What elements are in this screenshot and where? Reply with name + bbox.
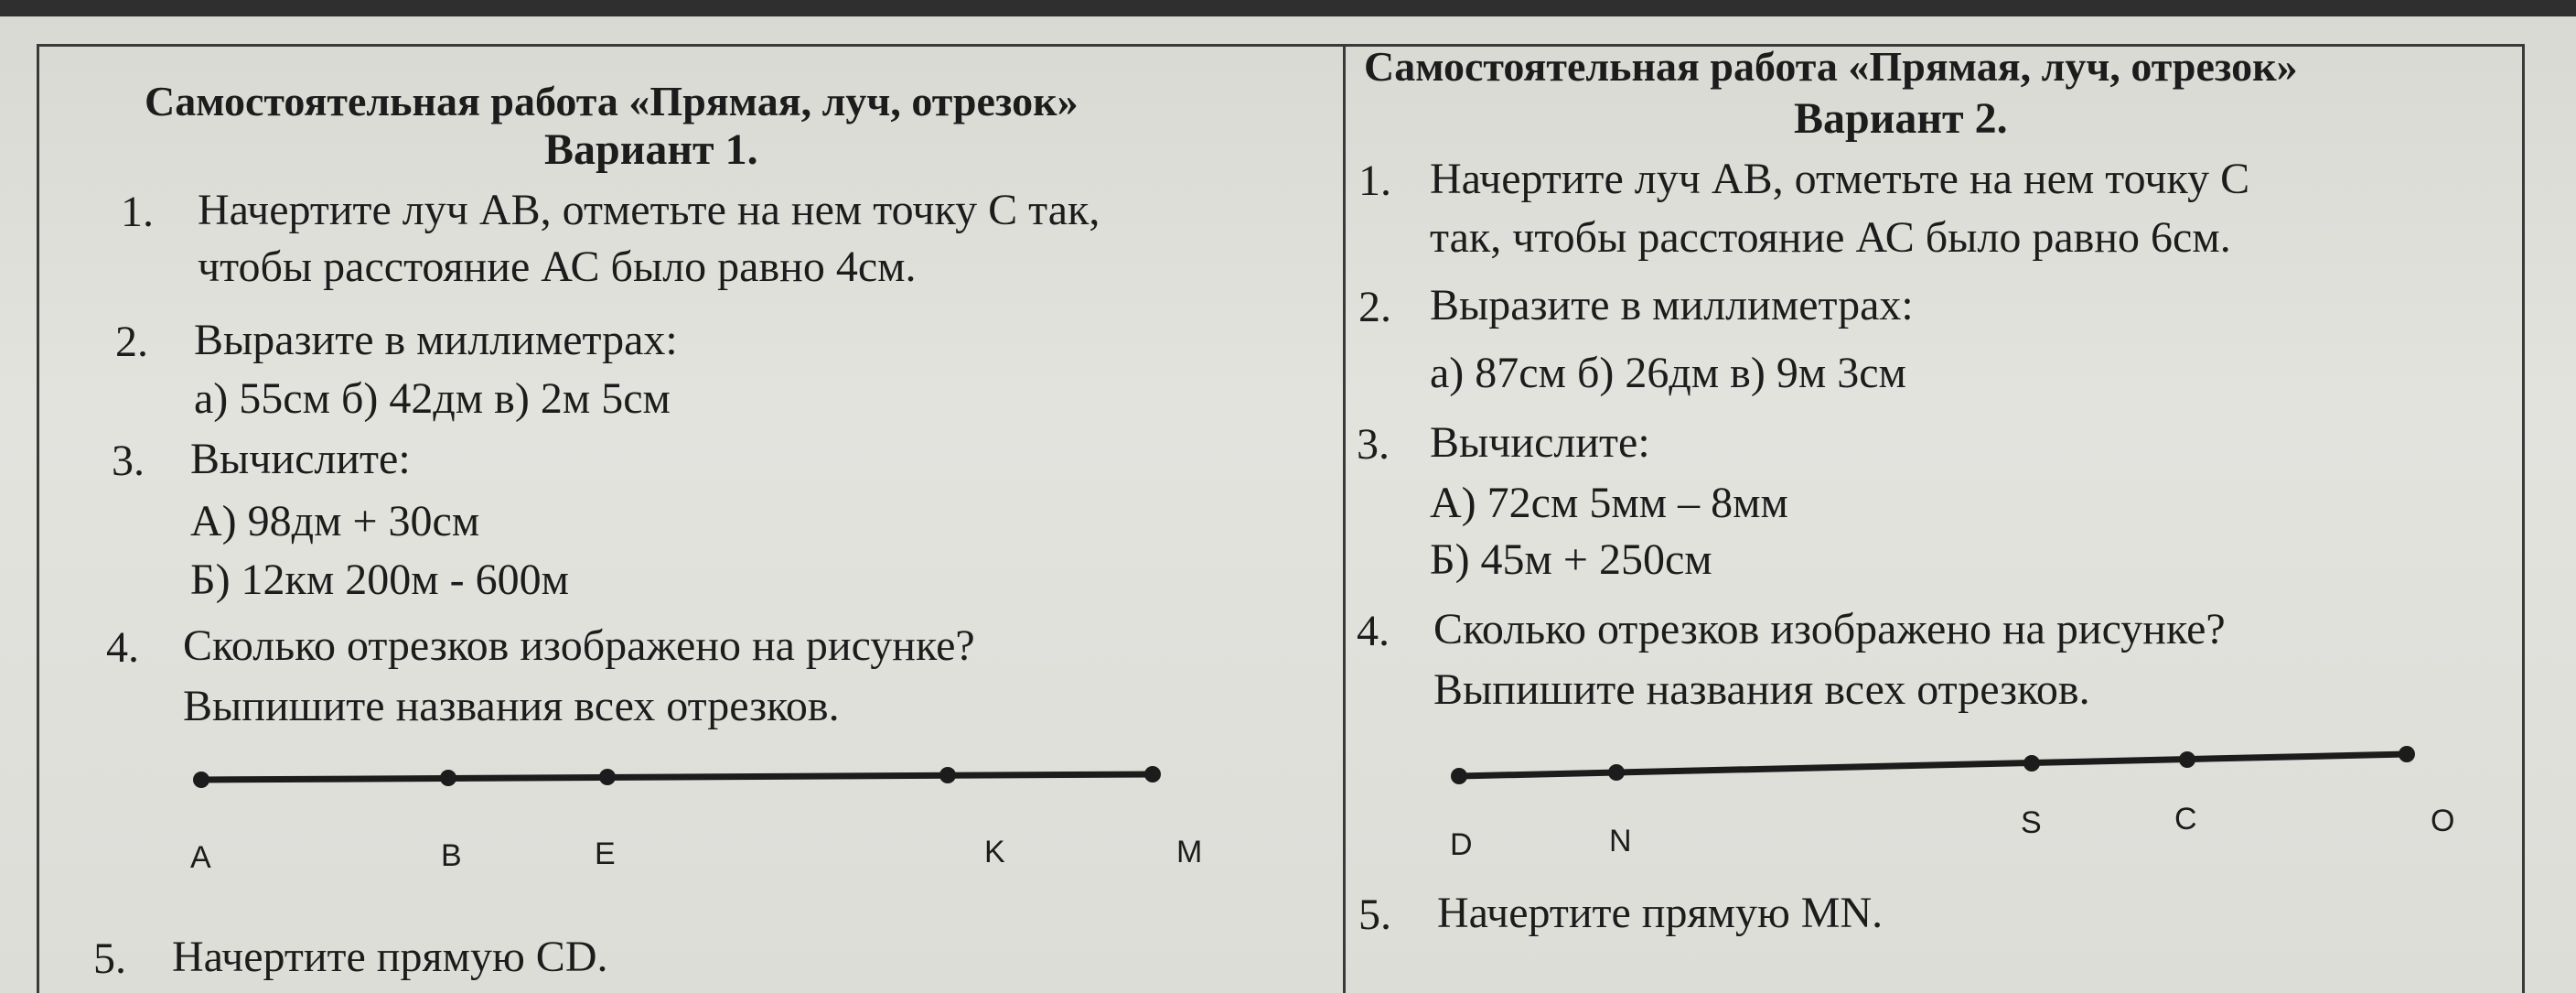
task-2-line-1: Выразите в миллиметрах: (1430, 281, 1914, 329)
point-s (2023, 755, 2040, 772)
label-a: A (190, 840, 211, 875)
task-5-line-1: Начертите прямую MN. (1437, 889, 1884, 937)
label-d: D (1450, 827, 1473, 862)
segment-figure-2 (1428, 739, 2498, 877)
segment-line (201, 774, 1153, 780)
task-5-number: 5. (93, 934, 126, 983)
task-1-line-1: Начертите луч АВ, отметьте на нем точку С так, (198, 186, 1100, 234)
variant-1-title: Самостоятельная работа «Прямая, луч, отрезок» (145, 78, 1079, 124)
task-2-line-2: а) 55см б) 42дм в) 2м 5см (194, 374, 671, 423)
label-k: K (984, 835, 1005, 869)
task-1-line-2: чтобы расстояние АС было равно 4см. (198, 243, 917, 291)
point-a (193, 772, 209, 788)
task-5-line-1: Начертите прямую CD. (172, 933, 608, 981)
variant-2-title: Самостоятельная работа «Прямая, луч, отрезок» (1364, 43, 2298, 90)
label-n: N (1609, 824, 1632, 858)
task-5-number: 5. (1358, 890, 1391, 939)
task-2-number: 2. (115, 318, 148, 366)
point-e (599, 769, 616, 785)
task-4-number: 4. (1357, 607, 1390, 655)
point-b (440, 770, 456, 786)
segment-figure-1 (174, 749, 1217, 886)
task-4-line-1: Сколько отрезков изображено на рисунке? (1433, 605, 2226, 653)
point-m (1144, 766, 1161, 783)
task-3-number: 3. (1357, 420, 1390, 469)
point-o (2399, 746, 2415, 762)
task-3-line-2: А) 98дм + 30см (190, 497, 480, 545)
label-o: O (2431, 804, 2455, 838)
task-3-line-1: Вычислите: (1430, 418, 1650, 467)
point-k (939, 767, 956, 783)
point-n (1608, 764, 1625, 781)
label-b: B (441, 838, 462, 873)
task-1-number: 1. (121, 188, 154, 236)
label-m: M (1176, 835, 1203, 869)
task-2-number: 2. (1358, 283, 1391, 331)
task-1-number: 1. (1358, 157, 1391, 205)
task-3-line-3: Б) 12км 200м - 600м (190, 556, 569, 604)
task-3-number: 3. (112, 437, 145, 485)
variant-1-heading: Вариант 1. (544, 125, 758, 174)
label-e: E (595, 836, 616, 871)
task-1-line-1: Начертите луч АВ, отметьте на нем точку С (1430, 155, 2250, 203)
task-1-line-2: так, чтобы расстояние АС было равно 6см. (1430, 213, 2231, 262)
task-3-line-1: Вычислите: (190, 435, 411, 483)
point-c (2179, 751, 2195, 768)
task-4-number: 4. (106, 623, 139, 672)
task-3-line-2: А) 72см 5мм – 8мм (1430, 479, 1788, 527)
label-c: C (2174, 802, 2197, 836)
task-4-line-2: Выпишите названия всех отрезков. (1433, 665, 2090, 714)
point-d (1451, 768, 1467, 784)
task-4-line-2: Выпишите названия всех отрезков. (183, 682, 840, 730)
task-2-line-1: Выразите в миллиметрах: (194, 316, 678, 364)
variant-2-column (1346, 44, 2525, 987)
label-s: S (2021, 805, 2042, 840)
variant-1-column (37, 44, 1343, 987)
task-4-line-1: Сколько отрезков изображено на рисунке? (183, 621, 975, 670)
task-3-line-3: Б) 45м + 250см (1430, 535, 1712, 584)
variant-2-heading: Вариант 2. (1794, 94, 2008, 143)
segment-line (1459, 754, 2407, 776)
task-2-line-2: а) 87см б) 26дм в) 9м 3см (1430, 349, 1906, 397)
